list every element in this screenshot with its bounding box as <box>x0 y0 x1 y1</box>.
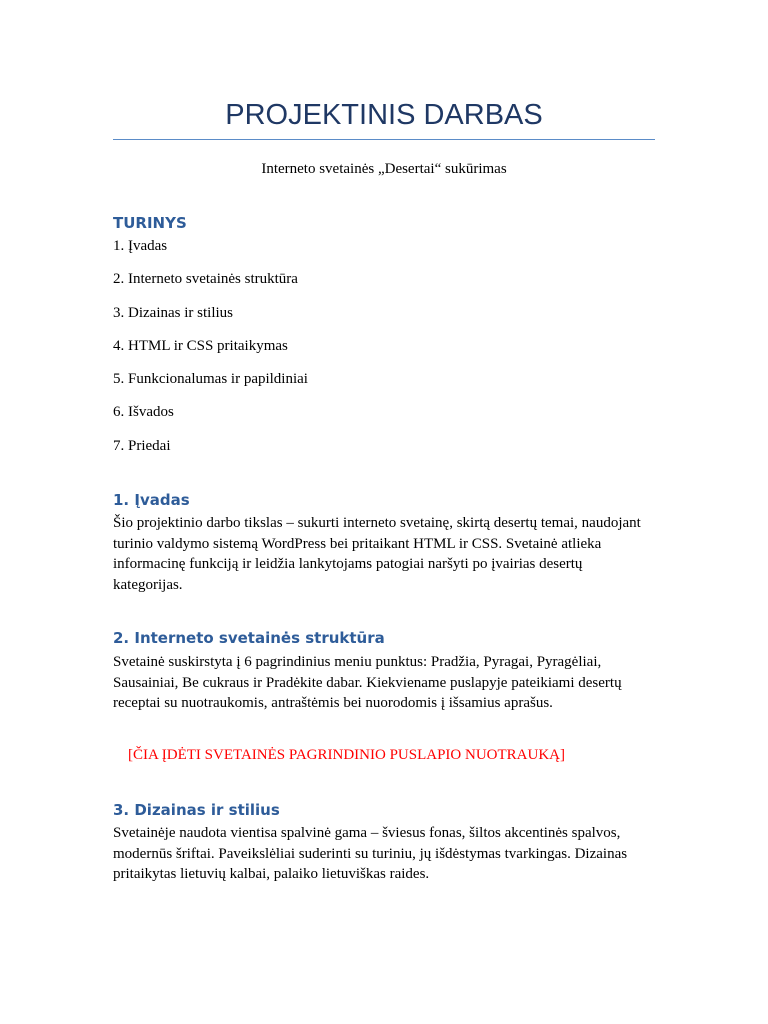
toc-item-appendices: 7. Priedai <box>113 437 171 454</box>
toc-heading: TURINYS <box>113 214 187 232</box>
document-title: PROJEKTINIS DARBAS <box>225 99 543 131</box>
section-body-intro: Šio projektinio darbo tikslas – sukurti interneto svetainę, skirtą desertų temai, naudojant turinio valdymo sistemą WordPress bei pritaikant HTML ir CSS. Svetainė atlieka informacinę funkciją ir leidžia lankytojams patogiai naršyti po įvairias desertų kategorijas. <box>113 515 641 593</box>
section-body-structure: Svetainė suskirstyta į 6 pagrindinius meniu punktus: Pradžia, Pyragai, Pyragėliai, Sausainiai, Be cukraus ir Pradėkite dabar. Kiekviename puslapyje pateikiami desertų receptai su nuotraukomis, antraštėmis bei nuorodomis į išsamius aprašus. <box>113 654 622 711</box>
toc-item-intro: 1. Įvadas <box>113 238 168 254</box>
toc-item-conclusions: 6. Išvados <box>113 404 174 421</box>
toc-item-html-css: 4. HTML ir CSS pritaikymas <box>113 337 288 354</box>
document-subtitle: Interneto svetainės „Desertai“ sukūrimas <box>261 161 507 177</box>
image-placeholder-note: [ČIA ĮDĖTI SVETAINĖS PAGRINDINIO PUSLAPIO NUOTRAUKĄ] <box>128 747 565 763</box>
title-underline <box>113 139 655 140</box>
section-heading-structure: 2. Interneto svetainės struktūra <box>113 629 385 647</box>
section-body-design: Svetainėje naudota vientisa spalvinė gama – šviesus fonas, šiltos akcentinės spalvos, modernūs šriftai. Paveikslėliai suderinti su turiniu, jų išdėstymas tvarkingas. Dizainas pritaikytas lietuvių kalbai, palaiko lietuviškas raides. <box>113 825 628 882</box>
section-heading-design: 3. Dizainas ir stilius <box>113 801 280 819</box>
toc-item-structure: 2. Interneto svetainės struktūra <box>113 271 298 288</box>
table-of-contents <box>113 236 308 469</box>
toc-item-functionality: 5. Funkcionalumas ir papildiniai <box>113 371 308 388</box>
section-heading-intro: 1. Įvadas <box>113 491 190 509</box>
toc-item-design: 3. Dizainas ir stilius <box>113 304 233 321</box>
